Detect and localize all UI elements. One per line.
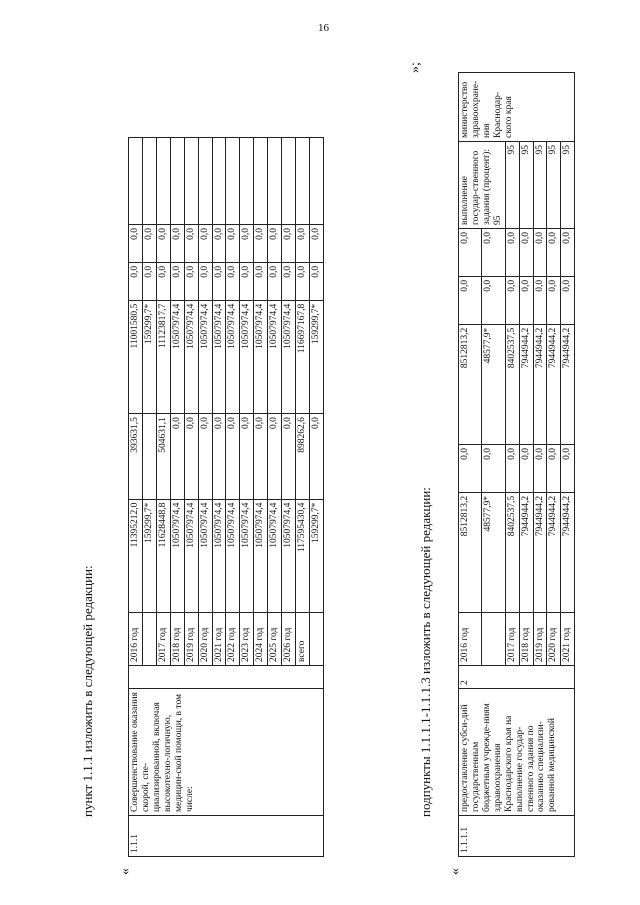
local-cell: 0,0 <box>254 262 268 300</box>
federal-cell: 0,0 <box>254 414 268 499</box>
federal-cell: 898262,6 <box>296 414 310 499</box>
federal-cell: 0,0 <box>561 444 575 492</box>
other-cell: 0,0 <box>519 229 533 277</box>
total-cell: 10507974,4 <box>212 499 226 612</box>
total-cell: 117595430,4 <box>296 499 310 612</box>
local-cell: 0,0 <box>296 262 310 300</box>
section1-open-quote: « <box>118 868 133 875</box>
other-cell: 0,0 <box>533 229 547 277</box>
total-cell: 48577,9* <box>482 492 505 612</box>
year-cell: 2021 год <box>212 613 226 666</box>
federal-cell: 0,0 <box>268 414 282 499</box>
federal-cell <box>142 414 156 499</box>
regional-cell: 8402537,5 <box>505 324 519 444</box>
year-cell: 2018 год <box>170 613 184 666</box>
other-cell: 0,0 <box>309 225 323 263</box>
regional-cell: 7944944,2 <box>561 324 575 444</box>
section1-table <box>128 137 324 857</box>
total-cell: 8512813,2 <box>459 492 482 612</box>
local-cell: 0,0 <box>561 276 575 324</box>
other-cell: 0,0 <box>296 225 310 263</box>
other-cell: 0,0 <box>226 225 240 263</box>
local-cell: 0,0 <box>226 262 240 300</box>
federal-cell: 504631,1 <box>156 414 170 499</box>
row-description: предоставление субси-дий государственным бюджетным учрежде-ниям здравоохранения Краснодарского края на выполнение государ-ственного задания по оказанию специализи-рованной медицинской <box>459 689 575 816</box>
other-cell: 0,0 <box>184 225 198 263</box>
federal-cell: 0,0 <box>212 414 226 499</box>
other-cell: 0,0 <box>547 229 561 277</box>
indicator-cell <box>170 138 184 225</box>
year-cell: 2018 год <box>519 613 533 666</box>
year-cell: 2017 год <box>505 613 519 666</box>
federal-cell: 393631,5 <box>129 414 143 499</box>
section1-end-mark: »; <box>408 62 423 73</box>
regional-cell: 48577,9* <box>482 324 505 444</box>
total-cell: 11628448,8 <box>156 499 170 612</box>
year-cell: 2016 год <box>129 613 143 666</box>
federal-cell: 0,0 <box>459 444 482 492</box>
indicator-cell <box>129 138 143 225</box>
regional-cell: 159299,7* <box>142 300 156 413</box>
total-cell: 10507974,4 <box>268 499 282 612</box>
indicator-cell: выполнение государ-ственного задания (процент): 95 <box>459 142 506 229</box>
local-cell: 0,0 <box>533 276 547 324</box>
total-cell: 7944944,2 <box>561 492 575 612</box>
local-cell: 0,0 <box>129 262 143 300</box>
year-cell <box>142 613 156 666</box>
year-cell: 2017 год <box>156 613 170 666</box>
year-cell: 2023 год <box>240 613 254 666</box>
indicator-cell: 95 <box>519 142 533 229</box>
year-cell: всего <box>296 613 310 666</box>
indicator-cell <box>268 138 282 225</box>
total-cell: 7944944,2 <box>547 492 561 612</box>
row-description: Совершенствование оказания скорой, спе-циализированной, включая высокотехно-логичную, медицин-ской помощи, в том числе: <box>129 689 324 816</box>
regional-cell: 11001580,5 <box>129 300 143 413</box>
other-cell: 0,0 <box>212 225 226 263</box>
local-cell: 0,0 <box>282 262 296 300</box>
local-cell: 0,0 <box>240 262 254 300</box>
total-cell: 159299,7* <box>142 499 156 612</box>
indicator-cell <box>240 138 254 225</box>
federal-cell: 0,0 <box>533 444 547 492</box>
federal-cell: 0,0 <box>482 444 505 492</box>
row-code: 1.1.1 <box>129 816 324 857</box>
table-row <box>459 73 482 857</box>
other-cell: 0,0 <box>198 225 212 263</box>
local-cell: 0,0 <box>212 262 226 300</box>
local-cell: 0,0 <box>198 262 212 300</box>
local-cell: 0,0 <box>505 276 519 324</box>
other-cell: 0,0 <box>254 225 268 263</box>
regional-cell: 7944944,2 <box>533 324 547 444</box>
number-cell: 2 <box>459 666 575 689</box>
total-cell: 10507974,4 <box>198 499 212 612</box>
indicator-cell <box>184 138 198 225</box>
indicator-cell <box>282 138 296 225</box>
number-cell <box>129 666 324 689</box>
table-row <box>129 138 143 857</box>
section1-heading: пункт 1.1.1 изложить в следующей редакции: <box>80 565 95 817</box>
indicator-cell: 95 <box>533 142 547 229</box>
year-cell: 2022 год <box>226 613 240 666</box>
total-cell: 10507974,4 <box>240 499 254 612</box>
section2-heading: подпункты 1.1.1.1-1.1.1.3 изложить в следующей редакции: <box>418 487 433 817</box>
other-cell: 0,0 <box>482 229 505 277</box>
regional-cell: 116697167,8 <box>296 300 310 413</box>
regional-cell: 10507974,4 <box>212 300 226 413</box>
regional-cell: 10507974,4 <box>268 300 282 413</box>
year-cell: 2025 год <box>268 613 282 666</box>
other-cell: 0,0 <box>129 225 143 263</box>
year-cell <box>482 613 505 666</box>
local-cell: 0,0 <box>184 262 198 300</box>
year-cell: 2019 год <box>533 613 547 666</box>
local-cell: 0,0 <box>519 276 533 324</box>
federal-cell: 0,0 <box>547 444 561 492</box>
regional-cell: 7944944,2 <box>547 324 561 444</box>
year-cell: 2016 год <box>459 613 482 666</box>
other-cell: 0,0 <box>282 225 296 263</box>
indicator-cell <box>254 138 268 225</box>
year-cell: 2026 год <box>282 613 296 666</box>
total-cell: 11395212,0 <box>129 499 143 612</box>
section2-table <box>458 72 575 857</box>
regional-cell: 159299,7* <box>309 300 323 413</box>
local-cell: 0,0 <box>170 262 184 300</box>
regional-cell: 10507974,4 <box>226 300 240 413</box>
regional-cell: 10507974,4 <box>240 300 254 413</box>
indicator-cell: 95 <box>561 142 575 229</box>
indicator-cell <box>198 138 212 225</box>
local-cell: 0,0 <box>309 262 323 300</box>
total-cell: 7944944,2 <box>533 492 547 612</box>
total-cell: 10507974,4 <box>254 499 268 612</box>
year-cell: 2024 год <box>254 613 268 666</box>
local-cell: 0,0 <box>547 276 561 324</box>
regional-cell: 10507974,4 <box>170 300 184 413</box>
indicator-cell <box>226 138 240 225</box>
indicator-cell: 95 <box>505 142 519 229</box>
regional-cell: 8512813,2 <box>459 324 482 444</box>
local-cell: 0,0 <box>482 276 505 324</box>
year-cell: 2021 год <box>561 613 575 666</box>
year-cell: 2020 год <box>547 613 561 666</box>
local-cell: 0,0 <box>459 276 482 324</box>
page-number: 16 <box>318 22 329 34</box>
other-cell: 0,0 <box>170 225 184 263</box>
indicator-cell <box>296 138 310 225</box>
other-cell: 0,0 <box>268 225 282 263</box>
year-cell <box>309 613 323 666</box>
total-cell: 10507974,4 <box>282 499 296 612</box>
federal-cell: 0,0 <box>184 414 198 499</box>
federal-cell: 0,0 <box>240 414 254 499</box>
total-cell: 10507974,4 <box>170 499 184 612</box>
total-cell: 10507974,4 <box>226 499 240 612</box>
other-cell: 0,0 <box>505 229 519 277</box>
federal-cell: 0,0 <box>282 414 296 499</box>
local-cell: 0,0 <box>156 262 170 300</box>
indicator-cell: 95 <box>547 142 561 229</box>
section2-open-quote: « <box>448 868 463 875</box>
indicator-cell <box>156 138 170 225</box>
year-cell: 2020 год <box>198 613 212 666</box>
other-cell: 0,0 <box>240 225 254 263</box>
other-cell: 0,0 <box>561 229 575 277</box>
federal-cell: 0,0 <box>170 414 184 499</box>
total-cell: 159299,7* <box>309 499 323 612</box>
year-cell: 2019 год <box>184 613 198 666</box>
indicator-cell <box>309 138 323 225</box>
total-cell: 7944944,2 <box>519 492 533 612</box>
indicator-cell <box>212 138 226 225</box>
other-cell: 0,0 <box>156 225 170 263</box>
regional-cell: 10507974,4 <box>198 300 212 413</box>
other-cell: 0,0 <box>142 225 156 263</box>
federal-cell: 0,0 <box>198 414 212 499</box>
federal-cell: 0,0 <box>519 444 533 492</box>
local-cell: 0,0 <box>142 262 156 300</box>
indicator-cell <box>142 138 156 225</box>
regional-cell: 10507974,4 <box>184 300 198 413</box>
responsible-cell: министерство здравоохране-ния Краснодар-ского края <box>459 73 575 142</box>
federal-cell: 0,0 <box>226 414 240 499</box>
federal-cell: 0,0 <box>309 414 323 499</box>
total-cell: 8402537,5 <box>505 492 519 612</box>
other-cell: 0,0 <box>459 229 482 277</box>
regional-cell: 11123817,7 <box>156 300 170 413</box>
row-code: 1.1.1.1 <box>459 816 575 857</box>
regional-cell: 7944944,2 <box>519 324 533 444</box>
local-cell: 0,0 <box>268 262 282 300</box>
regional-cell: 10507974,4 <box>282 300 296 413</box>
total-cell: 10507974,4 <box>184 499 198 612</box>
regional-cell: 10507974,4 <box>254 300 268 413</box>
federal-cell: 0,0 <box>505 444 519 492</box>
